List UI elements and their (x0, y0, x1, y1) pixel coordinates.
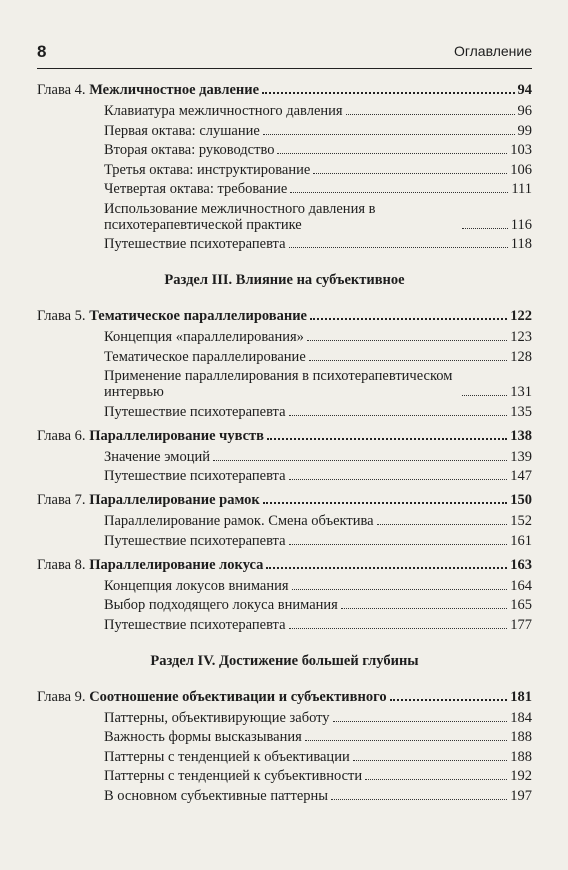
entry-label (104, 468, 286, 484)
entry-label (104, 533, 286, 549)
dot-leader (462, 395, 507, 396)
subentry-title: Паттерны, объективирующие заботу (104, 709, 330, 726)
dot-leader (289, 628, 508, 629)
toc-subentry (37, 329, 532, 345)
subentry-title: Клавиатура межличностного давления (104, 103, 343, 119)
page-ref: 128 (510, 348, 532, 365)
entry-label (104, 201, 459, 233)
page-ref: 106 (510, 161, 532, 178)
dot-leader (377, 524, 508, 525)
page-ref: 96 (517, 103, 532, 119)
toc-chapter-entry (37, 428, 532, 444)
entry-label (104, 749, 350, 765)
page-ref: 118 (510, 236, 532, 252)
dot-leader (341, 608, 507, 609)
toc-subentry (37, 597, 532, 613)
toc-chapter-entry (37, 492, 532, 508)
page-ref: 161 (510, 532, 532, 549)
subentry-title: Путешествие психотерапевта (104, 403, 286, 420)
page-ref: 131 (510, 384, 532, 400)
entry-label (104, 349, 306, 365)
toc-subentry (37, 578, 532, 594)
toc-subentry (37, 468, 532, 484)
dot-leader (309, 360, 507, 361)
page-ref: 147 (510, 468, 532, 484)
dot-leader (263, 134, 515, 135)
chapter-title: Параллелирование чувств (89, 427, 264, 444)
subentry-title: Концепция локусов внимания (104, 577, 289, 594)
subentry-title: Паттерны с тенденцией к объективации (104, 748, 350, 765)
page-ref: 111 (511, 181, 532, 197)
page-ref: 139 (510, 448, 532, 465)
running-header: Оглавление (453, 43, 532, 59)
toc-chapter-entry (37, 308, 532, 324)
dot-leader (289, 544, 508, 545)
dot-leader (390, 699, 508, 701)
entry-label (104, 329, 304, 345)
dot-leader (290, 192, 508, 193)
subentry-title: Тематическое параллелирование (104, 348, 306, 365)
dot-leader (263, 502, 507, 504)
entry-label (37, 689, 387, 705)
page-ref: 192 (510, 768, 532, 784)
toc-chapter-entry (37, 689, 532, 705)
entry-label (104, 181, 287, 197)
page-ref: 103 (510, 142, 532, 158)
page-ref: 135 (510, 403, 532, 420)
subentry-title: Третья октава: инструктирование (104, 161, 311, 178)
subentry-title: Путешествие психотерапевта (104, 532, 286, 549)
subentry-title: Вторая октава: руководство (104, 142, 275, 158)
toc-subentry (37, 349, 532, 365)
chapter-title: Тематическое параллелирование (89, 308, 307, 324)
subentry-title: Выбор подходящего локуса внимания (104, 597, 338, 613)
entry-label (104, 103, 343, 119)
subentry-title: Путешествие психотерапевта (104, 236, 286, 252)
page-ref: 177 (510, 616, 532, 633)
subentry-title: Путешествие психотерапевта (104, 616, 286, 633)
header-rule (37, 68, 532, 69)
entry-label (37, 428, 264, 444)
dot-leader (346, 114, 515, 115)
entry-label (104, 768, 362, 784)
page-ref: 116 (510, 216, 532, 233)
entry-label (104, 404, 286, 420)
entry-label (104, 236, 286, 252)
page-ref: 188 (510, 729, 532, 745)
subentry-title: Концепция «параллелирования» (104, 329, 304, 345)
subentry-title: Значение эмоций (104, 448, 210, 465)
entry-label (104, 578, 289, 594)
toc-subentry (37, 123, 532, 139)
entry-label (104, 368, 459, 400)
toc-subentry (37, 404, 532, 420)
dot-leader (313, 173, 507, 174)
toc-chapter-entry (37, 557, 532, 573)
dot-leader (353, 760, 508, 761)
entry-label (104, 788, 328, 804)
page-ref: 123 (510, 329, 532, 345)
toc-subentry (37, 201, 532, 233)
subentry-title: Важность формы высказывания (104, 729, 302, 745)
entry-label (104, 162, 310, 178)
entry-label (37, 308, 307, 324)
entry-label (104, 729, 302, 745)
entry-label (37, 557, 263, 573)
dot-leader (213, 460, 507, 461)
toc-subentry (37, 768, 532, 784)
toc-subentry (37, 103, 532, 119)
entry-label (104, 710, 330, 726)
dot-leader (266, 567, 507, 569)
dot-leader (289, 247, 508, 248)
page-ref: 99 (517, 122, 532, 139)
page-ref: 165 (510, 597, 532, 613)
toc-subentry (37, 710, 532, 726)
toc-subentry (37, 162, 532, 178)
subentry-title: Путешествие психотерапевта (104, 468, 286, 484)
toc-subentry (37, 533, 532, 549)
dot-leader (307, 340, 507, 341)
dot-leader (333, 721, 508, 722)
dot-leader (331, 799, 507, 800)
dot-leader (310, 318, 507, 320)
page-ref: 184 (510, 709, 532, 726)
dot-leader (262, 92, 514, 94)
page-ref: 188 (510, 748, 532, 765)
chapter-number: Глава 8. (37, 556, 86, 573)
chapter-title: Параллелирование локуса (89, 556, 264, 573)
dot-leader (305, 740, 507, 741)
toc-subentry (37, 449, 532, 465)
chapter-number: Глава 9. (37, 688, 86, 705)
entry-label (104, 449, 210, 465)
chapter-title: Параллелирование рамок (89, 492, 260, 508)
table-of-contents (37, 82, 532, 807)
toc-subentry (37, 181, 532, 197)
subentry-title: В основном субъективные паттерны (104, 787, 329, 804)
page-ref: 150 (510, 492, 532, 508)
subentry-title: Параллелирование рамок. Смена объектива (104, 513, 374, 529)
page-ref: 122 (510, 308, 532, 324)
page-ref: 164 (510, 577, 532, 594)
subentry-title: Четвертая октава: требование (104, 181, 288, 197)
dot-leader (289, 479, 508, 480)
page-number: 8 (37, 42, 47, 61)
entry-label (104, 142, 274, 158)
page-ref: 138 (510, 427, 532, 444)
dot-leader (277, 153, 507, 154)
chapter-number: Глава 5. (37, 308, 86, 324)
toc-subentry (37, 142, 532, 158)
page-ref: 94 (517, 82, 532, 98)
chapter-number: Глава 4. (37, 82, 86, 98)
toc-subentry (37, 513, 532, 529)
toc-subentry (37, 729, 532, 745)
chapter-number: Глава 7. (37, 492, 86, 508)
chapter-title: Соотношение объективации и субъективного (89, 688, 387, 705)
toc-chapter-entry (37, 82, 532, 98)
entry-label (104, 597, 338, 613)
subentry-title: Первая октава: слушание (104, 122, 260, 139)
toc-subentry (37, 749, 532, 765)
page-ref: 163 (510, 556, 532, 573)
chapter-title: Межличностное давление (89, 82, 260, 98)
chapter-number: Глава 6. (37, 427, 86, 444)
entry-label (37, 82, 259, 98)
subentry-title: Паттерны с тенденцией к субъективности (104, 768, 363, 784)
dot-leader (267, 438, 507, 440)
subentry-title: Использование межличностного давления в психотерапевтической практике (104, 200, 376, 233)
toc-subentry (37, 236, 532, 252)
toc-subentry (37, 617, 532, 633)
dot-leader (292, 589, 508, 590)
entry-label (104, 513, 374, 529)
entry-label (104, 123, 260, 139)
page-ref: 152 (510, 513, 532, 529)
dot-leader (365, 779, 507, 780)
section-heading: Раздел III. Влияние на субъективное (164, 272, 405, 288)
section-heading: Раздел IV. Достижение большей глубины (150, 652, 419, 669)
toc-subentry (37, 368, 532, 400)
toc-subentry (37, 788, 532, 804)
dot-leader (289, 415, 508, 416)
page-ref: 197 (510, 787, 532, 804)
subentry-title: Применение параллелирования в психотерапевтическом интервью (104, 368, 453, 400)
entry-label (37, 492, 260, 508)
dot-leader (462, 228, 508, 229)
page-ref: 181 (510, 688, 532, 705)
entry-label (104, 617, 286, 633)
